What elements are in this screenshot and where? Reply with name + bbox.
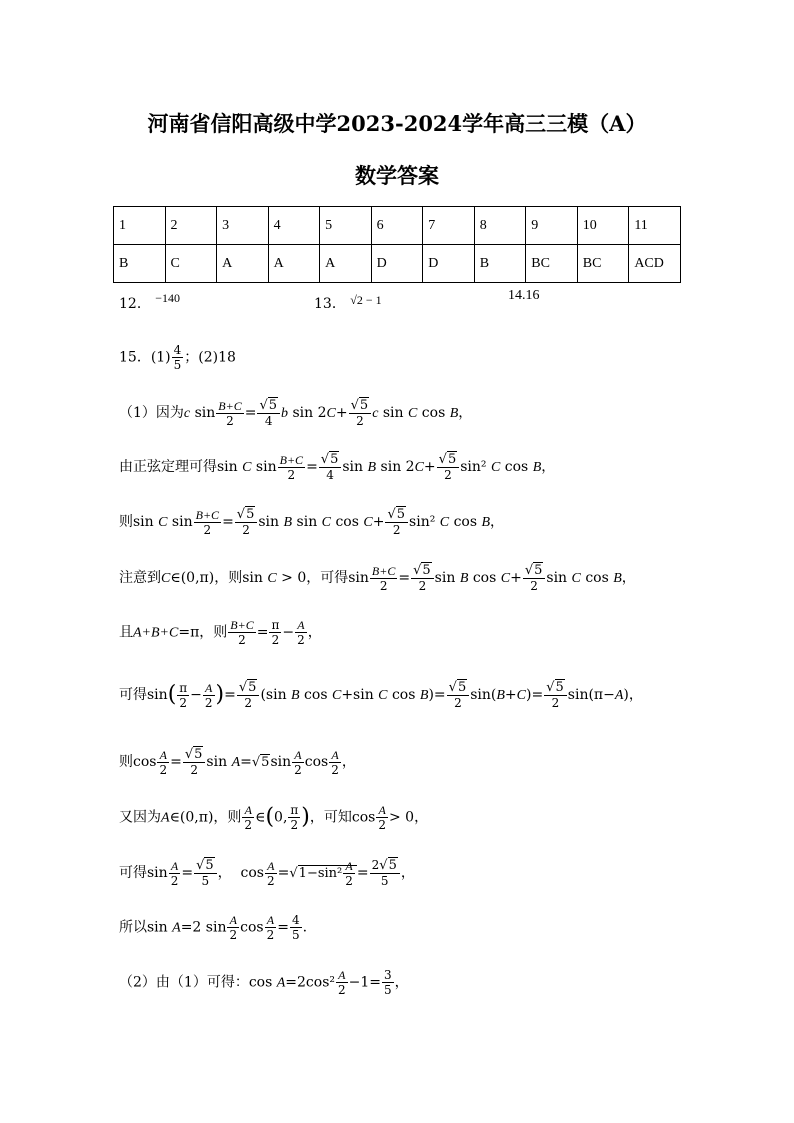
- table-cell: B: [114, 245, 166, 283]
- table-cell: 11: [629, 207, 681, 245]
- answer-14: [508, 288, 540, 303]
- line-text: ，可得: [306, 570, 349, 586]
- line-text: 由正弦定理可得: [119, 459, 217, 475]
- table-cell: B: [474, 245, 526, 283]
- solution-line-11: （2）由（1）可得：cos A=2cos² $\frac{A}{2}$ −1= $\frac{3}{5}$ ，: [119, 968, 409, 997]
- answer-table: [113, 206, 681, 283]
- line-text: （1）因为: [119, 405, 184, 421]
- line-text: 所以: [119, 919, 147, 936]
- line-text: 注意到: [119, 570, 161, 586]
- solution-line-7: 则cos $\frac{A}{2}$ = $\frac{√5}{2}$ sin A=√5sin $\frac{A}{2}$ cos $\frac{A}{2}$ ，: [119, 747, 356, 777]
- line-text: ，可知: [309, 809, 352, 826]
- table-cell: A: [217, 245, 269, 283]
- answer-12: [119, 291, 181, 312]
- answer-13: [314, 293, 382, 312]
- table-cell: 5: [320, 207, 372, 245]
- table-row-numbers: [114, 207, 681, 245]
- line-text: ，则: [214, 570, 243, 586]
- solution-line-5: 且A+B+C=π，则 $\frac{B+C}{2}$ = $\frac{\pi}{2}$ − $\frac{A}{2}$ ，: [119, 618, 322, 647]
- answer-12-value: −140: [155, 291, 181, 305]
- solution-line-3: 则sin C sin $\frac{B+C}{2}$ = $\frac{√5}{2}$ sin B sin C cos C+ $\frac{√5}{2}$ sin² C cos B，: [119, 507, 505, 537]
- table-cell: 4: [268, 207, 320, 245]
- solution-line-8: 又因为A∈(0,π)，则 $\frac{A}{2}$ ∈(0, $\frac{\pi}{2}$ )，可知cos $\frac{A}{2}$ > 0，: [119, 803, 429, 832]
- page-subtitle: 数学答案: [355, 163, 439, 188]
- solution-line-4: 注意到C∈(0,π)，则sin C > 0，可得sin $\frac{B+C}{2}$ = $\frac{√5}{2}$ sin B cos C+ $\frac{√5}{2}$ sin C cos B，: [119, 563, 636, 593]
- line-text: ，则: [199, 624, 228, 641]
- table-cell: 6: [371, 207, 423, 245]
- line-text: 则: [119, 754, 133, 770]
- table-cell: ACD: [629, 245, 681, 283]
- line-text: 则: [119, 514, 133, 530]
- answer-15-label: 15．(1): [119, 349, 171, 366]
- solution-line-6: 可得sin( $\frac{\pi}{2}$ − $\frac{A}{2}$ )= $\frac{√5}{2}$ (sin B cos C+sin C cos B)= $\frac{√5}{2}$ sin(B+C)= $\frac{√5}{2}$ sin(π−A)，: [119, 680, 643, 710]
- solution-line-1: （1）因为c sin $\frac{B+C}{2}$ = $\frac{√5}{4}$ b sin 2C+ $\frac{√5}{2}$ c sin C cos B，: [119, 398, 473, 428]
- answer-15-sep: ；(2): [184, 349, 219, 366]
- table-cell: D: [423, 245, 475, 283]
- fraction: $\frac{4}{5}$: [173, 343, 182, 372]
- line-text: （2）由（1）可得：: [119, 974, 249, 991]
- answer-15: [119, 343, 236, 372]
- solution-line-10: 所以sin A=2 sin $\frac{A}{2}$ cos $\frac{A}{2}$ = $\frac{4}{5}$ .: [119, 913, 308, 942]
- table-cell: 9: [526, 207, 578, 245]
- table-cell: 3: [217, 207, 269, 245]
- answer-13-value: √2 − 1: [350, 293, 382, 307]
- line-text: 可得: [119, 865, 147, 881]
- table-cell: A: [268, 245, 320, 283]
- solution-line-2: 由正弦定理可得sin C sin $\frac{B+C}{2}$ = $\frac{√5}{4}$ sin B sin 2C+ $\frac{√5}{2}$ sin² C cos B，: [119, 452, 556, 482]
- table-cell: D: [371, 245, 423, 283]
- table-cell: 1: [114, 207, 166, 245]
- page-title: 河南省信阳高级中学2023-2024学年高三三模（A）: [147, 111, 647, 136]
- line-text: ，则: [213, 809, 242, 826]
- table-row-answers: [114, 245, 681, 283]
- table-cell: 10: [577, 207, 629, 245]
- answer-15-value-2: 18: [218, 349, 236, 366]
- answer-12-label: 12．: [119, 296, 151, 312]
- answer-13-label: 13．: [314, 296, 346, 312]
- table-cell: A: [320, 245, 372, 283]
- line-text: 且: [119, 624, 133, 641]
- table-cell: 7: [423, 207, 475, 245]
- line-text: 可得: [119, 687, 147, 703]
- answer-14-label: 14.: [508, 288, 526, 303]
- table-cell: BC: [577, 245, 629, 283]
- table-cell: 2: [165, 207, 217, 245]
- line-text: 又因为: [119, 809, 161, 826]
- answer-14-value: 16: [525, 288, 540, 303]
- solution-line-9: 可得sin $\frac{A}{2}$ = $\frac{√5}{5}$ ， cos $\frac{A}{2}$ =√1−sin² $\frac{A}{2}$ = $\frac{2√5}{5}$ ，: [119, 858, 415, 888]
- table-cell: C: [165, 245, 217, 283]
- table-cell: BC: [526, 245, 578, 283]
- table-cell: 8: [474, 207, 526, 245]
